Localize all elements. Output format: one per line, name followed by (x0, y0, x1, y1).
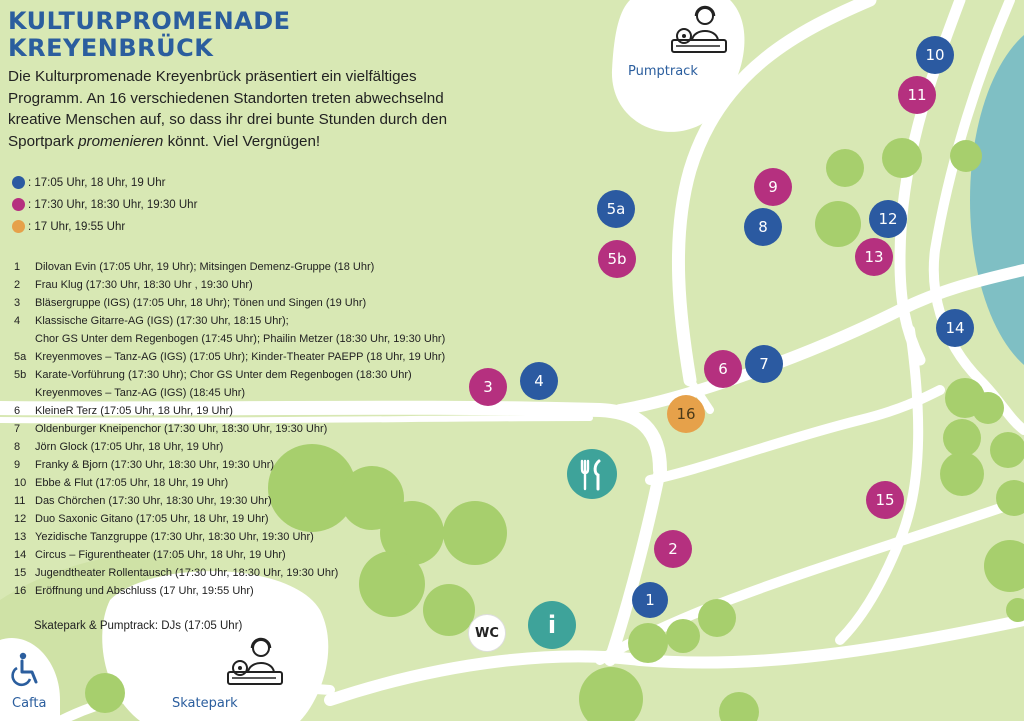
program-entry-number: 12 (14, 513, 27, 525)
program-entry (14, 477, 514, 491)
program-entry-text: Circus – Figurentheater (17:05 Uhr, 18 Uhr, 19 Uhr) (35, 549, 286, 561)
program-entry-number: 7 (14, 423, 21, 435)
info-icon: i (528, 601, 576, 649)
program-entry-text: Oldenburger Kneipenchor (17:30 Uhr, 18:30 Uhr, 19:30 Uhr) (35, 423, 328, 435)
program-entry-text: Eröffnung und Abschluss (17 Uhr, 19:55 Uhr) (35, 585, 254, 597)
skatepark-note (34, 620, 242, 632)
program-entry (14, 387, 514, 401)
station-marker-4[interactable]: 4 (520, 362, 558, 400)
station-marker-11[interactable]: 11 (898, 76, 936, 114)
restaurant-icon (567, 449, 617, 504)
wheelchair-icon (10, 652, 44, 693)
skatepark-note-bold: Skatepark & Pumptrack (34, 620, 155, 632)
legend-label: : 17:05 Uhr, 18 Uhr, 19 Uhr (28, 176, 166, 189)
intro-before: Die Kulturpromenade Kreyenbrück präsentiert ein vielfältiges Programm. An 16 verschiedenen Standorten treten abwechselnd kreative Menschen auf, so dass ihr drei bunte Stunden durch den Sportpark (8, 68, 448, 150)
dj-icon (670, 4, 728, 61)
program-entry-text: Yezidische Tanzgruppe (17:30 Uhr, 18:30 Uhr, 19:30 Uhr) (35, 531, 314, 543)
program-entry-text: Karate-Vorführung (17:30 Uhr); Chor GS Unter dem Regenbogen (18:30 Uhr) (35, 369, 412, 381)
dj-icon (226, 636, 284, 693)
program-entry (14, 315, 514, 329)
station-marker-5b[interactable]: 5b (598, 240, 636, 278)
program-entry-text: Duo Saxonic Gitano (17:05 Uhr, 18 Uhr, 19 Uhr) (35, 513, 269, 525)
station-marker-8[interactable]: 8 (744, 208, 782, 246)
program-entry (14, 261, 514, 275)
program-entry-number: 5a (14, 351, 27, 363)
legend-dot (12, 198, 25, 211)
pumptrack-label: Pumptrack (628, 64, 698, 79)
intro-text (8, 66, 488, 152)
program-entry (14, 567, 514, 581)
program-entry-text: KleineR Terz (17:05 Uhr, 18 Uhr, 19 Uhr) (35, 405, 233, 417)
program-entry (14, 513, 514, 527)
legend-label: : 17 Uhr, 19:55 Uhr (28, 220, 126, 233)
station-marker-5a[interactable]: 5a (597, 190, 635, 228)
program-entry-number: 14 (14, 549, 27, 561)
station-marker-13[interactable]: 13 (855, 238, 893, 276)
program-entry-number: 6 (14, 405, 21, 417)
intro-after: könnt. Viel Vergnügen! (163, 132, 321, 150)
station-marker-15[interactable]: 15 (866, 481, 904, 519)
program-entry-text: Dilovan Evin (17:05 Uhr, 19 Uhr); Mitsingen Demenz-Gruppe (18 Uhr) (35, 261, 375, 273)
program-entry-text: Kreyenmoves – Tanz-AG (IGS) (18:45 Uhr) (35, 387, 246, 399)
program-entry (14, 351, 514, 365)
program-entry (14, 405, 514, 419)
station-marker-10[interactable]: 10 (916, 36, 954, 74)
intro-italic: promenieren (78, 132, 164, 150)
program-entry-text: Kreyenmoves – Tanz-AG (IGS) (17:05 Uhr); Kinder-Theater PAEPP (18 Uhr, 19 Uhr) (35, 351, 446, 363)
program-entry-number: 13 (14, 531, 27, 543)
program-entry (14, 459, 514, 473)
cafta-label: Cafta (12, 696, 47, 711)
station-marker-14[interactable]: 14 (936, 309, 974, 347)
program-entry (14, 585, 514, 599)
program-entry (14, 297, 514, 311)
skatepark-label: Skatepark (172, 696, 238, 711)
program-entry-text: Ebbe & Flut (17:05 Uhr, 18 Uhr, 19 Uhr) (35, 477, 229, 489)
program-entry (14, 333, 514, 347)
program-entry (14, 549, 514, 563)
program-entry-number: 15 (14, 567, 27, 579)
skatepark-note-rest: : DJs (17:05 Uhr) (154, 620, 243, 632)
legend-row (12, 220, 125, 233)
station-marker-6[interactable]: 6 (704, 350, 742, 388)
program-entry-number: 1 (14, 261, 21, 273)
station-marker-2[interactable]: 2 (654, 530, 692, 568)
legend-row (12, 198, 197, 211)
program-entry-text: Frau Klug (17:30 Uhr, 18:30 Uhr , 19:30 Uhr) (35, 279, 253, 291)
program-entry-text: Klassische Gitarre-AG (IGS) (17:30 Uhr, 18:15 Uhr); (35, 315, 289, 327)
legend-dot (12, 176, 25, 189)
program-entry-text: Das Chörchen (17:30 Uhr, 18:30 Uhr, 19:30 Uhr) (35, 495, 272, 507)
program-entry (14, 531, 514, 545)
program-entry-number: 9 (14, 459, 21, 471)
station-marker-7[interactable]: 7 (745, 345, 783, 383)
title-line-2: KREYENBRÜCK (8, 34, 214, 62)
legend-row (12, 176, 165, 189)
station-marker-16[interactable]: 16 (667, 395, 705, 433)
station-marker-1[interactable]: 1 (632, 582, 668, 618)
program-entry-text: Jugendtheater Rollentausch (17:30 Uhr, 18:30 Uhr, 19:30 Uhr) (35, 567, 339, 579)
program-entry-number: 5b (14, 369, 27, 381)
program-entry-text: Jörn Glock (17:05 Uhr, 18 Uhr, 19 Uhr) (35, 441, 224, 453)
program-entry (14, 495, 514, 509)
legend-label: : 17:30 Uhr, 18:30 Uhr, 19:30 Uhr (28, 198, 198, 211)
program-entry-number: 3 (14, 297, 21, 309)
program-entry (14, 279, 514, 293)
station-marker-3[interactable]: 3 (469, 368, 507, 406)
title-line-1: KULTURPROMENADE (8, 7, 291, 35)
program-entry (14, 369, 514, 383)
wc-icon: WC (468, 614, 506, 652)
program-entry-number: 8 (14, 441, 21, 453)
program-entry-number: 16 (14, 585, 27, 597)
program-entry-text: Chor GS Unter dem Regenbogen (17:45 Uhr); Phailin Metzer (18:30 Uhr, 19:30 Uhr) (35, 333, 446, 345)
program-entry-text: Franky & Bjorn (17:30 Uhr, 18:30 Uhr, 19:30 Uhr) (35, 459, 275, 471)
legend-dot (12, 220, 25, 233)
program-entry-text: Bläsergruppe (IGS) (17:05 Uhr, 18 Uhr); Tönen und Singen (19 Uhr) (35, 297, 367, 309)
program-entry-number: 4 (14, 315, 21, 327)
page-title (8, 8, 291, 62)
program-entry (14, 441, 514, 455)
station-marker-9[interactable]: 9 (754, 168, 792, 206)
program-entry-number: 2 (14, 279, 21, 291)
program-entry (14, 423, 514, 437)
program-entry-number: 11 (14, 495, 26, 507)
program-entry-number: 10 (14, 477, 27, 489)
station-marker-12[interactable]: 12 (869, 200, 907, 238)
